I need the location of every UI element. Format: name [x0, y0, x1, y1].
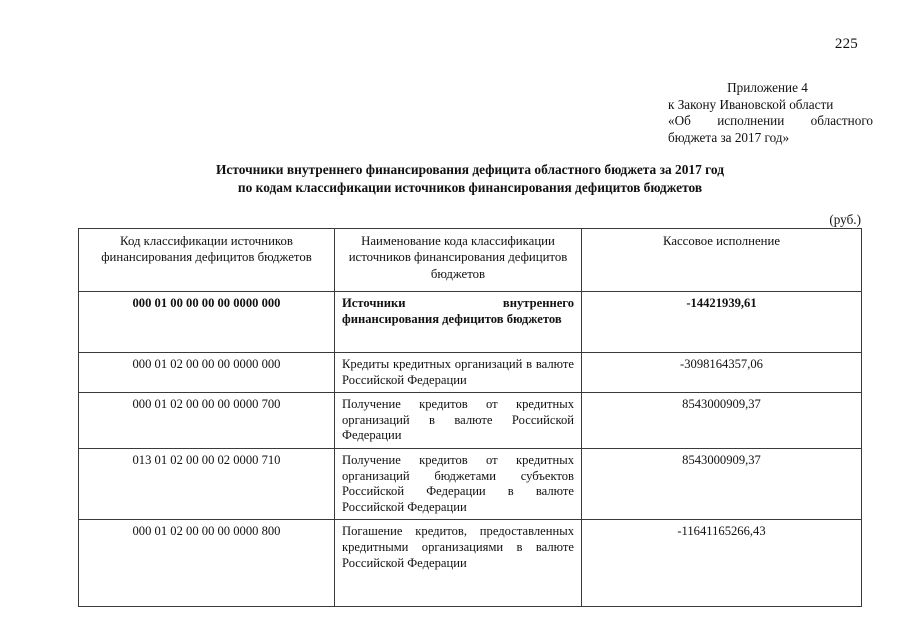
page-title	[80, 161, 860, 197]
column-header-code: Код классификации источников финансирования дефицитов бюджетов	[79, 229, 335, 292]
table-row	[79, 353, 862, 393]
cell-name: Погашение кредитов, предоставленных кредитными организациями в валюте Российской Федерации	[335, 520, 582, 607]
units-label: (руб.)	[829, 212, 861, 227]
table-row	[79, 448, 862, 519]
table-header-row	[79, 229, 862, 292]
table-row	[79, 520, 862, 607]
cell-code: 000 01 00 00 00 00 0000 000	[79, 292, 335, 353]
financing-sources-table	[78, 228, 862, 607]
financing-sources-table-container	[78, 228, 861, 607]
cell-code: 000 01 02 00 00 00 0000 700	[79, 393, 335, 449]
page-number: 225	[834, 36, 858, 52]
cell-value: -3098164357,06	[582, 353, 862, 393]
cell-name: Кредиты кредитных организаций в валюте Российской Федерации	[335, 353, 582, 393]
page-title-line-1: Источники внутреннего финансирования дефицита областного бюджета за 2017 год	[216, 162, 724, 177]
cell-code: 013 01 02 00 00 02 0000 710	[79, 448, 335, 519]
appendix-law-reference: к Закону Ивановской области	[668, 96, 834, 112]
cell-name: Получение кредитов от кредитных организаций в валюте Российской Федерации	[335, 393, 582, 449]
table-row	[79, 292, 862, 353]
cell-code: 000 01 02 00 00 00 0000 800	[79, 520, 335, 607]
appendix-title: Приложение 4	[727, 80, 808, 95]
cell-name: Источники внутреннего финансирования дефицитов бюджетов	[335, 292, 582, 353]
appendix-reference-block	[668, 80, 873, 146]
column-header-name: Наименование кода классификации источников финансирования дефицитов бюджетов	[335, 229, 582, 292]
page-title-line-2: по кодам классификации источников финансирования дефицитов бюджетов	[237, 180, 703, 195]
table-row	[79, 393, 862, 449]
cell-value: 8543000909,37	[582, 393, 862, 449]
appendix-law-name-part2: бюджета за 2017 год»	[668, 129, 790, 145]
column-header-value: Кассовое исполнение	[582, 229, 862, 292]
cell-code: 000 01 02 00 00 00 0000 000	[79, 353, 335, 393]
appendix-law-name-part1: «Об исполнении областного	[668, 113, 873, 129]
cell-name: Получение кредитов от кредитных организаций бюджетами субъектов Российской Федерации в валюте Российской Федерации	[335, 448, 582, 519]
cell-value: -14421939,61	[582, 292, 862, 353]
cell-value: -11641165266,43	[582, 520, 862, 607]
cell-value: 8543000909,37	[582, 448, 862, 519]
